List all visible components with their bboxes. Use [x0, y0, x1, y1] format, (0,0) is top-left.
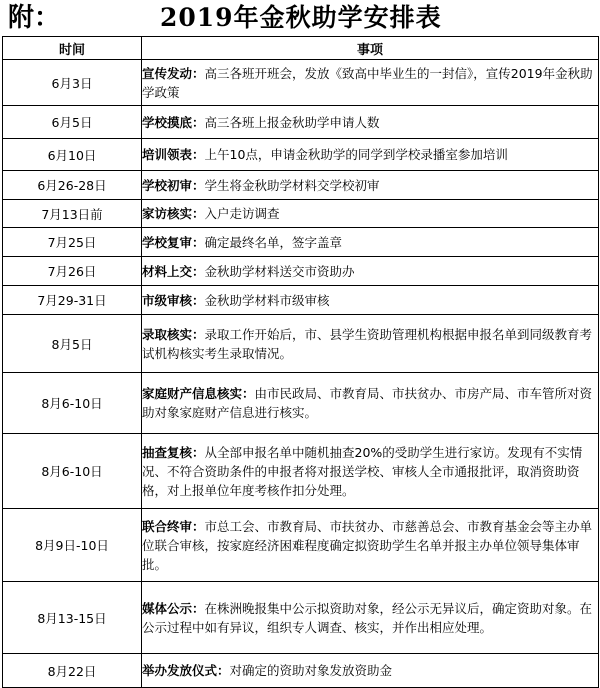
row-event	[142, 286, 599, 315]
row-date: 6月3日	[3, 60, 142, 106]
appendix-label: 附：	[8, 3, 61, 33]
row-event-lead: 材料上交：	[142, 263, 205, 279]
row-event-text: 对确定的资助对象发放资助金	[229, 663, 393, 678]
row-date: 8月22日	[3, 654, 142, 688]
row-event-text: 高三各班开班会，发放《致高中毕业生的一封信》，宣传2019年金秋助学政策	[142, 65, 593, 100]
row-event	[142, 139, 599, 171]
table-row	[3, 509, 599, 582]
row-event	[142, 509, 599, 582]
row-event	[142, 228, 599, 257]
row-event	[142, 60, 599, 106]
row-date: 8月13-15日	[3, 582, 142, 654]
row-event	[142, 200, 599, 228]
row-event-lead: 学校初审：	[142, 177, 205, 193]
row-event-lead: 培训领表：	[142, 147, 205, 162]
table-row	[3, 200, 599, 228]
row-event-lead: 媒体公示：	[142, 600, 205, 616]
row-event	[142, 373, 599, 434]
row-event-text: 从全部申报名单中随机抽查20%的受助学生进行家访。发现有不实情况、不符合资助条件的申报者将对报送学校、审核人全市通报批评，取消资助资格，对上报单位年度考核作扣分处理。	[142, 444, 583, 498]
row-date: 6月26-28日	[3, 171, 142, 200]
table-row	[3, 228, 599, 257]
row-date: 8月6-10日	[3, 434, 142, 509]
table-row	[3, 654, 599, 688]
page-heading	[0, 0, 600, 36]
row-event-text: 学生将金秋助学材料交学校初审	[204, 177, 380, 193]
row-event	[142, 315, 599, 373]
row-event-lead: 学校摸底：	[142, 114, 205, 130]
table-row	[3, 106, 599, 139]
row-event	[142, 582, 599, 654]
row-date: 8月6-10日	[3, 373, 142, 434]
row-event-text: 市总工会、市教育局、市扶贫办、市慈善总会、市教育基金会等主办单位联合审核，按家庭经济困难程度确定拟资助学生名单并报主办单位领导集体审批。	[142, 518, 593, 572]
row-date: 7月29-31日	[3, 286, 142, 315]
row-date: 7月26日	[3, 257, 142, 286]
row-date: 6月5日	[3, 106, 142, 139]
table-header-row	[3, 37, 599, 60]
row-event-lead: 联合终审：	[142, 518, 205, 534]
schedule-table	[2, 36, 599, 688]
row-event	[142, 434, 599, 509]
table-row	[3, 139, 599, 171]
row-event-text: 确定最终名单，签字盖章	[204, 234, 343, 250]
row-event-text: 入户走访调查	[204, 206, 280, 221]
row-event-lead: 抽查复核：	[142, 444, 205, 460]
row-event-text: 录取工作开始后，市、县学生资助管理机构根据申报名单到同级教育考试机构核实考生录取情况。	[142, 326, 593, 361]
table-row	[3, 257, 599, 286]
row-event	[142, 654, 599, 688]
row-date: 6月10日	[3, 139, 142, 171]
column-header-time: 时间	[3, 37, 142, 60]
row-event-text: 由市民政局、市教育局、市扶贫办、市房产局、市车管所对资助对象家庭财产信息进行核实。	[142, 386, 593, 420]
row-date: 8月9日-10日	[3, 509, 142, 582]
page-title: 2019年金秋助学安排表	[160, 3, 442, 32]
row-event-text: 金秋助学材料市级审核	[204, 292, 330, 308]
row-date: 8月5日	[3, 315, 142, 373]
table-row	[3, 582, 599, 654]
row-date: 7月13日前	[3, 200, 142, 228]
table-row	[3, 171, 599, 200]
row-event	[142, 106, 599, 139]
row-event	[142, 257, 599, 286]
row-date: 7月25日	[3, 228, 142, 257]
row-event-text: 金秋助学材料送交市资助办	[204, 263, 355, 279]
row-event-text: 上午10点，申请金秋助学的同学到学校录播室参加培训	[204, 147, 508, 162]
row-event-text: 高三各班上报金秋助学申请人数	[204, 114, 380, 130]
table-row	[3, 373, 599, 434]
table-row	[3, 315, 599, 373]
table-row	[3, 60, 599, 106]
row-event-text: 在株洲晚报集中公示拟资助对象，经公示无异议后，确定资助对象。在公示过程中如有异议，组织专人调查、核实，并作出相应处理。	[142, 600, 593, 635]
column-header-item: 事项	[142, 37, 599, 60]
row-event-lead: 录取核实：	[142, 326, 205, 342]
row-event-lead: 家访核实：	[142, 206, 205, 221]
table-row	[3, 434, 599, 509]
row-event-lead: 市级审核：	[142, 292, 205, 308]
row-event-lead: 宣传发动：	[142, 65, 205, 81]
table-row	[3, 286, 599, 315]
row-event	[142, 171, 599, 200]
row-event-lead: 举办发放仪式：	[142, 663, 230, 678]
row-event-lead: 学校复审：	[142, 234, 205, 250]
row-event-lead: 家庭财产信息核实：	[142, 386, 255, 401]
